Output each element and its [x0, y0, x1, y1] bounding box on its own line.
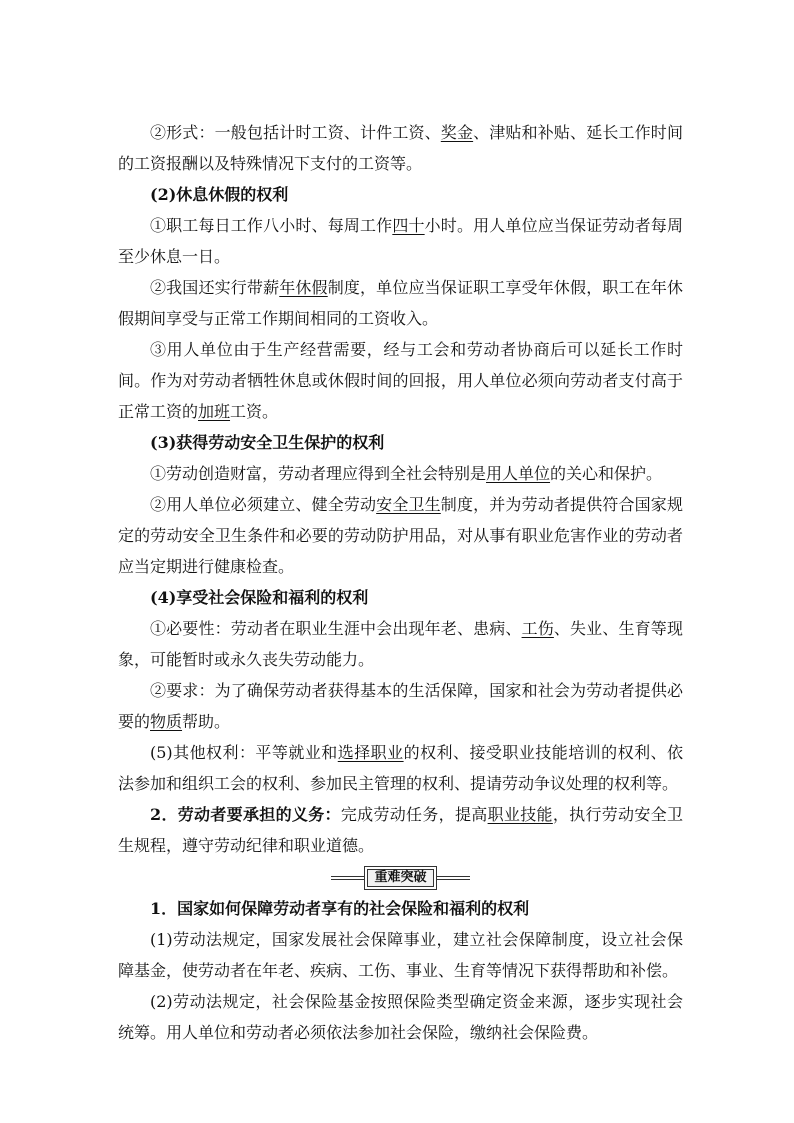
heading-guarantee: 1．国家如何保障劳动者享有的社会保险和福利的权利: [150, 899, 530, 918]
banner-line-right: [436, 876, 470, 880]
blank-annual-leave: 年休假: [279, 278, 328, 297]
paragraph-work-hours: ①职工每日工作八小时、每周工作四十小时。用人单位应当保证劳动者每周至少休息一日。: [118, 216, 683, 266]
paragraph-overtime: ③用人单位由于生产经营需要，经与工会和劳动者协商后可以延长工作时间。作为对劳动者牺牲休息或休假时间的回报，用人单位必须向劳动者支付高于正常工资的加班工资。: [118, 340, 683, 421]
heading-social-insurance: (4)享受社会保险和福利的权利: [150, 588, 369, 607]
blank-forty: 四十: [392, 216, 425, 235]
paragraph-requirement: ②要求：为了确保劳动者获得基本的生活保障，国家和社会为劳动者提供必要的物质帮助。: [118, 681, 683, 731]
paragraph-obligations: 2．劳动者要承担的义务：完成劳动任务，提高职业技能，执行劳动安全卫生规程，遵守劳动纪律和职业道德。: [118, 805, 683, 855]
document-page: [118, 117, 683, 1048]
paragraph-safety-system: ②用人单位必须建立、健全劳动安全卫生制度，并为劳动者提供符合国家规定的劳动安全卫生条件和必要的劳动防护用品，对从事有职业危害作业的劳动者应当定期进行健康检查。: [118, 495, 683, 576]
blank-overtime: 加班: [198, 402, 231, 421]
blank-bonus: 奖金: [440, 123, 474, 142]
blank-employer: 用人单位: [486, 464, 551, 483]
heading-rest-leave: (2)休息休假的权利: [150, 185, 289, 204]
paragraph-labor-wealth: ①劳动创造财富，劳动者理应得到全社会特别是用人单位的关心和保护。: [150, 464, 663, 483]
banner-label: 重难突破: [367, 869, 433, 887]
paragraph-necessity: ①必要性：劳动者在职业生涯中会出现年老、患病、工伤、失业、生育等现象，可能暂时或永久丧失劳动能力。: [118, 619, 683, 669]
blank-safety-health: 安全卫生: [376, 495, 441, 514]
blank-work-injury: 工伤: [521, 619, 554, 638]
blank-vocational-skills: 职业技能: [487, 805, 553, 824]
paragraph-wage-form: ②形式：一般包括计时工资、计件工资、奖金、津贴和补贴、延长工作时间的工资报酬以及特殊情况下支付的工资等。: [118, 123, 683, 173]
blank-choose-career: 选择职业: [337, 743, 404, 762]
paragraph-labor-law-2: (2)劳动法规定，社会保险基金按照保险类型确定资金来源，逐步实现社会统筹。用人单位和劳动者必须依法参加社会保险，缴纳社会保险费。: [118, 992, 683, 1042]
blank-material: 物质: [150, 712, 183, 731]
paragraph-labor-law-1: (1)劳动法规定，国家发展社会保障事业，建立社会保障制度，设立社会保障基金，使劳动者在年老、疾病、工伤、事业、生育等情况下获得帮助和补偿。: [118, 930, 683, 980]
heading-safety: (3)获得劳动安全卫生保护的权利: [150, 433, 385, 452]
paragraph-other-rights: (5)其他权利：平等就业和选择职业的权利、接受职业技能培训的权利、依法参加和组织工会的权利、参加民主管理的权利、提请劳动争议处理的权利等。: [118, 743, 683, 793]
section-banner: [118, 865, 683, 891]
banner-line-left: [331, 876, 365, 880]
paragraph-annual-leave: ②我国还实行带薪年休假制度，单位应当保证职工享受年休假，职工在年休假期间享受与正常工作期间相同的工资收入。: [118, 278, 683, 328]
